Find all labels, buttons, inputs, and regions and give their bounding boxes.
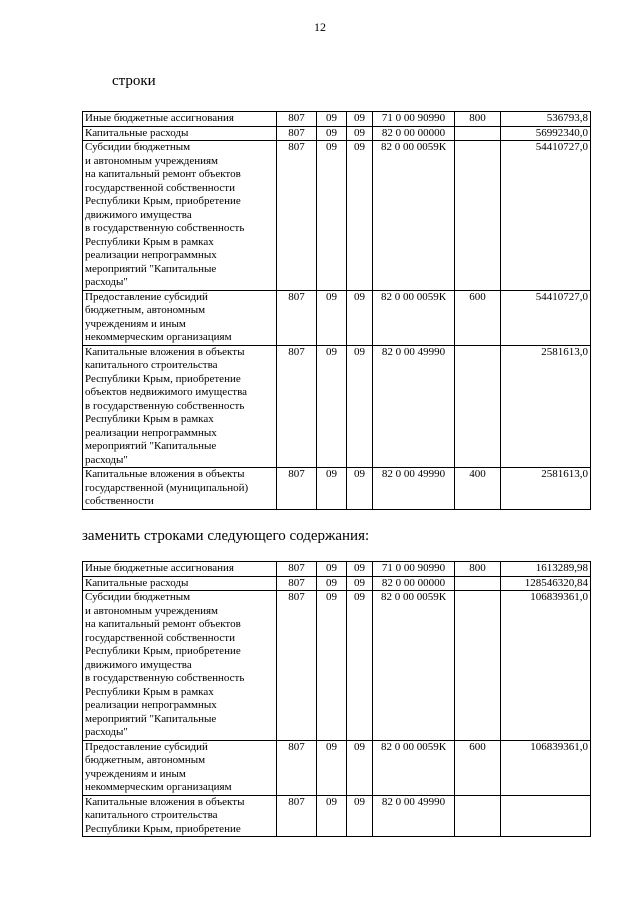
cell-csr: 82 0 00 0059К (373, 141, 455, 291)
row-name-line: движимого имущества (85, 658, 192, 671)
cell-pr: 09 (347, 591, 373, 741)
cell-grbs: 807 (277, 591, 317, 741)
page-number: 12 (314, 20, 326, 34)
table-row (83, 112, 591, 127)
row-name (83, 141, 277, 291)
row-name (83, 290, 277, 345)
row-name-line: на капитальный ремонт объектов (85, 168, 241, 180)
cell-csr: 82 0 00 0059К (373, 290, 455, 345)
row-name-line: расходы" (85, 726, 128, 738)
cell-amount: 106839361,0 (501, 740, 591, 795)
row-name-line: Капитальные расходы (85, 126, 189, 139)
table-row (83, 562, 591, 577)
cell-amount: 54410727,0 (501, 290, 591, 345)
cell-rz: 09 (317, 562, 347, 577)
cell-vr: 800 (455, 562, 501, 577)
row-name-line: реализации непрограммных (85, 426, 217, 439)
cell-amount: 128546320,84 (501, 576, 591, 591)
row-name-line: Иные бюджетные ассигнования (85, 112, 234, 124)
row-name (83, 795, 277, 837)
cell-csr: 82 0 00 49990 (373, 345, 455, 468)
cell-csr: 71 0 00 90990 (373, 112, 455, 127)
row-name-line: Республики Крым, приобретение (85, 372, 241, 385)
replacement-rows-body (83, 562, 591, 837)
row-name-line: мероприятий "Капитальные (85, 440, 217, 452)
row-name-line: Субсидии бюджетным (85, 141, 191, 153)
row-name-line: государственной (муниципальной) (85, 481, 249, 494)
row-name (83, 740, 277, 795)
cell-rz: 09 (317, 576, 347, 591)
cell-vr (455, 795, 501, 837)
cell-pr: 09 (347, 126, 373, 141)
row-name-line: Субсидии бюджетным (85, 591, 191, 603)
cell-pr: 09 (347, 576, 373, 591)
cell-pr: 09 (347, 795, 373, 837)
table-row (83, 468, 591, 510)
row-name-line: Республики Крым в рамках (85, 413, 214, 425)
original-rows-table (82, 111, 591, 510)
cell-csr: 82 0 00 49990 (373, 468, 455, 510)
replacement-rows-table (82, 561, 591, 837)
row-name-line: реализации непрограммных (85, 699, 217, 711)
row-name-line: бюджетным, автономным (85, 754, 206, 766)
row-name (83, 562, 277, 577)
row-name (83, 126, 277, 141)
cell-rz: 09 (317, 740, 347, 795)
cell-rz: 09 (317, 112, 347, 127)
cell-rz: 09 (317, 468, 347, 510)
row-name-line: Предоставление субсидий (85, 290, 208, 303)
cell-amount: 106839361,0 (501, 591, 591, 741)
cell-pr: 09 (347, 141, 373, 291)
cell-amount: 2581613,0 (501, 345, 591, 468)
cell-amount (501, 795, 591, 837)
row-name-line: бюджетным, автономным (85, 304, 206, 316)
cell-vr (455, 345, 501, 468)
row-name-line: Республики Крым, приобретение (85, 645, 241, 657)
row-name-line: капитального строительства (85, 359, 218, 371)
cell-vr: 600 (455, 740, 501, 795)
cell-amount: 54410727,0 (501, 141, 591, 291)
cell-vr: 800 (455, 112, 501, 127)
cell-grbs: 807 (277, 141, 317, 291)
cell-grbs: 807 (277, 562, 317, 577)
row-name (83, 576, 277, 591)
row-name-line: мероприятий "Капитальные (85, 262, 217, 275)
row-name-line: в государственную собственность (85, 222, 245, 234)
cell-rz: 09 (317, 795, 347, 837)
cell-pr: 09 (347, 345, 373, 468)
table-row (83, 576, 591, 591)
row-name-line: и автономным учреждениям (85, 154, 219, 167)
cell-csr: 82 0 00 00000 (373, 126, 455, 141)
cell-vr (455, 591, 501, 741)
row-name-line: Капитальные расходы (85, 576, 189, 589)
row-name-line: Капитальные вложения в объекты (85, 345, 245, 358)
row-name-line: государственной собственности (85, 181, 235, 194)
cell-csr: 82 0 00 49990 (373, 795, 455, 837)
row-name-line: некоммерческим организациям (85, 781, 232, 793)
table-row (83, 591, 591, 741)
row-name-line: учреждениям и иным (85, 767, 186, 780)
cell-vr (455, 126, 501, 141)
row-name (83, 468, 277, 510)
row-name-line: движимого имущества (85, 208, 192, 221)
row-name (83, 112, 277, 127)
row-name-line: Капитальные вложения в объекты (85, 795, 245, 808)
table-row (83, 740, 591, 795)
row-name-line: собственности (85, 495, 154, 507)
row-name-line: капитального строительства (85, 809, 218, 821)
row-name-line: Республики Крым, приобретение (85, 822, 241, 835)
heading-replacement-rows: заменить строками следующего содержания: (82, 528, 370, 544)
row-name-line: реализации непрограммных (85, 249, 217, 261)
cell-grbs: 807 (277, 126, 317, 141)
cell-rz: 09 (317, 141, 347, 291)
cell-grbs: 807 (277, 795, 317, 837)
cell-csr: 82 0 00 0059К (373, 591, 455, 741)
cell-vr (455, 141, 501, 291)
cell-grbs: 807 (277, 290, 317, 345)
cell-pr: 09 (347, 562, 373, 577)
table-row (83, 290, 591, 345)
row-name-line: Республики Крым в рамках (85, 235, 214, 248)
row-name-line: Предоставление субсидий (85, 740, 208, 753)
row-name-line: в государственную собственность (85, 399, 245, 412)
cell-rz: 09 (317, 591, 347, 741)
cell-rz: 09 (317, 290, 347, 345)
row-name-line: Иные бюджетные ассигнования (85, 562, 234, 574)
table-row (83, 126, 591, 141)
cell-pr: 09 (347, 290, 373, 345)
cell-csr: 71 0 00 90990 (373, 562, 455, 577)
cell-grbs: 807 (277, 112, 317, 127)
cell-rz: 09 (317, 345, 347, 468)
cell-grbs: 807 (277, 468, 317, 510)
row-name-line: Капитальные вложения в объекты (85, 468, 245, 480)
cell-pr: 09 (347, 468, 373, 510)
row-name-line: государственной собственности (85, 631, 235, 644)
cell-vr (455, 576, 501, 591)
cell-amount: 56992340,0 (501, 126, 591, 141)
cell-rz: 09 (317, 126, 347, 141)
cell-grbs: 807 (277, 576, 317, 591)
cell-grbs: 807 (277, 740, 317, 795)
row-name-line: Республики Крым, приобретение (85, 195, 241, 207)
row-name-line: расходы" (85, 276, 128, 288)
table-row (83, 345, 591, 468)
row-name-line: мероприятий "Капитальные (85, 712, 217, 725)
table-row (83, 795, 591, 837)
cell-csr: 82 0 00 0059К (373, 740, 455, 795)
row-name-line: некоммерческим организациям (85, 331, 232, 343)
row-name (83, 345, 277, 468)
cell-grbs: 807 (277, 345, 317, 468)
cell-vr: 400 (455, 468, 501, 510)
cell-amount: 2581613,0 (501, 468, 591, 510)
row-name-line: учреждениям и иным (85, 317, 186, 330)
row-name-line: расходы" (85, 453, 128, 466)
row-name-line: в государственную собственность (85, 672, 245, 684)
heading-original-rows: строки (112, 73, 156, 89)
row-name-line: объектов недвижимого имущества (85, 386, 248, 398)
cell-pr: 09 (347, 112, 373, 127)
cell-pr: 09 (347, 740, 373, 795)
table-row (83, 141, 591, 291)
cell-vr: 600 (455, 290, 501, 345)
cell-amount: 536793,8 (501, 112, 591, 127)
row-name (83, 591, 277, 741)
cell-amount: 1613289,98 (501, 562, 591, 577)
row-name-line: Республики Крым в рамках (85, 685, 214, 698)
row-name-line: на капитальный ремонт объектов (85, 618, 241, 630)
row-name-line: и автономным учреждениям (85, 604, 219, 617)
original-rows-body (83, 112, 591, 510)
cell-csr: 82 0 00 00000 (373, 576, 455, 591)
